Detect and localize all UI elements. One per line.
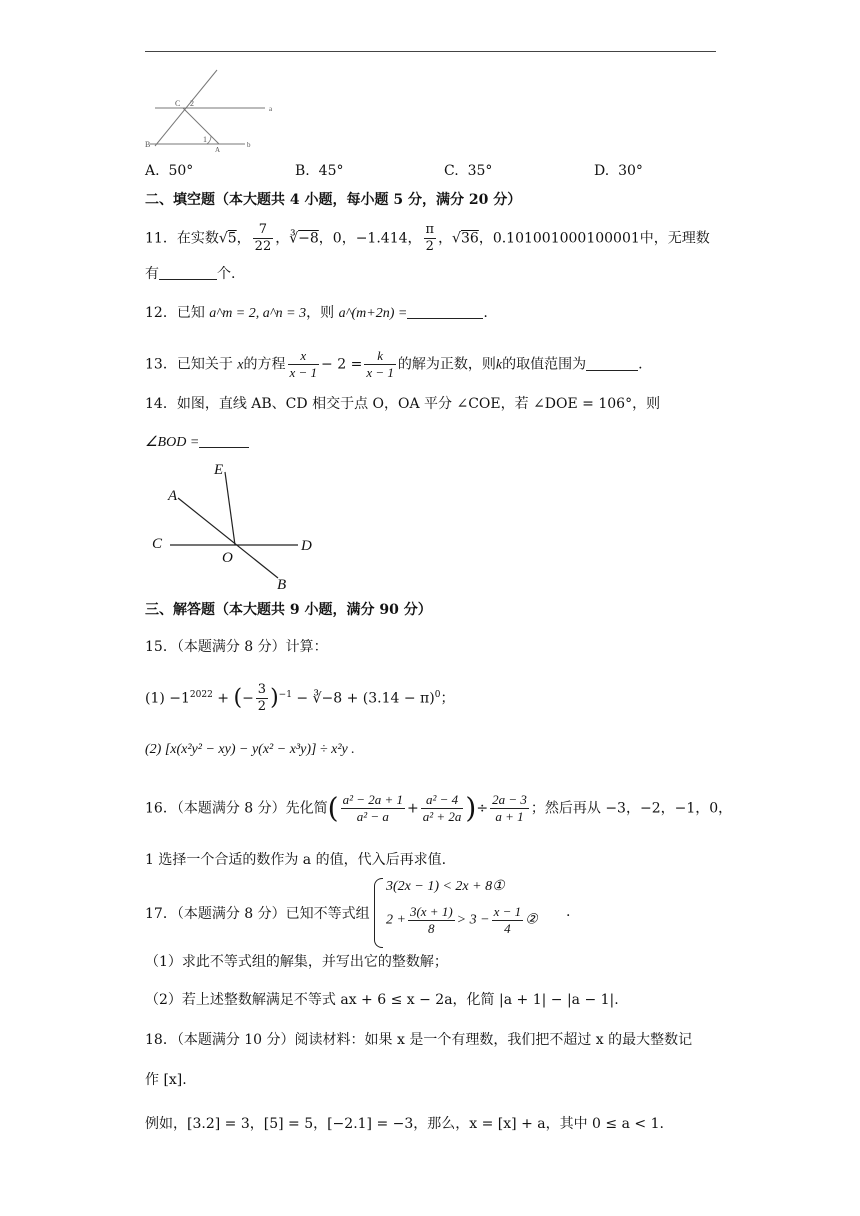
q17-part1: （1）求此不等式组的解集，并写出它的整数解； — [145, 954, 448, 970]
frac-x-over-x-1: $\frac{x}{x - 1}$ — [289, 348, 318, 380]
answer-blank[interactable] — [407, 304, 483, 319]
q14-intersecting-lines-figure — [148, 458, 328, 592]
q15-header: 15．（本题满分 8 分）计算： — [145, 639, 328, 655]
label-e: E — [214, 462, 224, 478]
label-a: A — [168, 488, 178, 504]
q16-line2: 1 选择一个合适的数作为 a 的值，代入后再求值. — [145, 852, 447, 868]
q10-parallel-lines-figure — [145, 66, 273, 154]
q17-part2: （2）若上述整数解满足不等式 ax + 6 ≤ x − 2a，化简 |a + 1| − |a − 1|. — [145, 992, 619, 1008]
inequality-2: 2 + $\frac{3(x + 1)}{8}$ > 3 − $\frac{x - 1}{4}$ ② — [386, 904, 538, 936]
label-c: C — [152, 536, 163, 552]
q13-line: 13．已知关于 x的方程 $\frac{x}{x - 1}$ − 2 = $\frac{k}{x - 1}$ 的解为正数，则k的取值范围为 . — [145, 348, 643, 380]
q15-part2: (2) [x(x²y² − xy) − y(x² − x³y)] ÷ x²y . — [145, 742, 355, 757]
q14-line2: ∠BOD = — [145, 432, 249, 453]
label-c: C — [175, 99, 181, 108]
q18-line3: 例如，[3.2] = 3，[5] = 5，[−2.1] = −3，那么，x = [x] + a，其中 0 ≤ a < 1. — [145, 1116, 664, 1132]
q17-header: 17．（本题满分 8 分）已知不等式组 — [145, 906, 370, 922]
label-1: 1 — [203, 135, 207, 144]
q18-line1: 18．（本题满分 10 分）阅读材料：如果 x 是一个有理数，我们把不超过 x 的最大整数记 — [145, 1032, 693, 1048]
label-b: B — [277, 577, 287, 593]
frac-7-22: $\frac{7}{22}$ — [254, 222, 272, 254]
q14-line1: 14．如图，直线 AB、CD 相交于点 O，OA 平分 ∠COE，若 ∠DOE = 106°，则 — [145, 396, 661, 412]
label-b-vertex: B — [145, 140, 151, 149]
q12-line: 12．已知 a^m = 2, a^n = 3，则 a^(m+2n) = . — [145, 305, 488, 321]
label-2: 2 — [190, 99, 194, 108]
frac-16-1: $\frac{\text{a² − 2a + 1}}{\text{a² − a}}$ — [342, 792, 404, 824]
system-brace — [374, 878, 383, 948]
q11-line2: 有 个. — [145, 266, 236, 282]
header-rule — [145, 51, 716, 52]
q16-line1: 16．（本题满分 8 分）先化简( $\frac{\text{a² − 2a + 1}}{\text{a² − a}}$ + $\frac{\text{a² − 4}}{\text{a² + 2a}}$ )÷ $\frac{2a - 3}{a + 1}$ ；然后再从 −3，−2，−1，0， — [145, 791, 733, 825]
frac-16-2: $\frac{\text{a² − 4}}{\text{a² + 2a}}$ — [422, 792, 462, 824]
option-d: D. 30° — [594, 163, 643, 179]
answer-blank[interactable] — [199, 433, 249, 448]
label-d: D — [301, 538, 312, 554]
answer-blank[interactable] — [159, 265, 217, 280]
section-3-title: 三、解答题（本大题共 9 小题，满分 90 分） — [145, 602, 432, 618]
answer-blank[interactable] — [586, 356, 638, 371]
label-a-vertex: A — [215, 146, 221, 154]
option-a: A. 50° — [145, 163, 194, 179]
frac-3-2: $\frac{3}{2}$ — [257, 682, 267, 714]
frac-16-3: $\frac{2a - 3}{a + 1}$ — [492, 792, 527, 824]
label-line-b: b — [247, 141, 251, 149]
q17-end: . — [566, 904, 571, 920]
section-2-title: 二、填空题（本大题共 4 小题，每小题 5 分，满分 20 分） — [145, 192, 522, 208]
q18-line2: 作 [x]. — [145, 1072, 187, 1088]
inequality-1: 3(2x − 1) < 2x + 8① — [386, 879, 505, 894]
label-line-a: a — [269, 105, 273, 113]
q11-line1: 11．在实数√5， $\frac{7}{22}$ ，∛−8，0，−1.414， $\frac{\pi}{2}$ ，√36，0.101001000100001中，无理数 — [145, 222, 710, 254]
frac-k-over-x-1: $\frac{k}{x - 1}$ — [366, 348, 394, 380]
option-b: B. 45° — [295, 163, 344, 179]
option-c: C. 35° — [444, 163, 493, 179]
q15-part1: $(1) -1^{2022}$ + (− $\frac{3}{2}$ )$^{-1}$ − ∛−8 + $(3.14 - \pi)^0$； — [145, 682, 455, 714]
label-o: O — [222, 550, 233, 566]
frac-pi-2: $\frac{\pi}{2}$ — [425, 222, 435, 254]
